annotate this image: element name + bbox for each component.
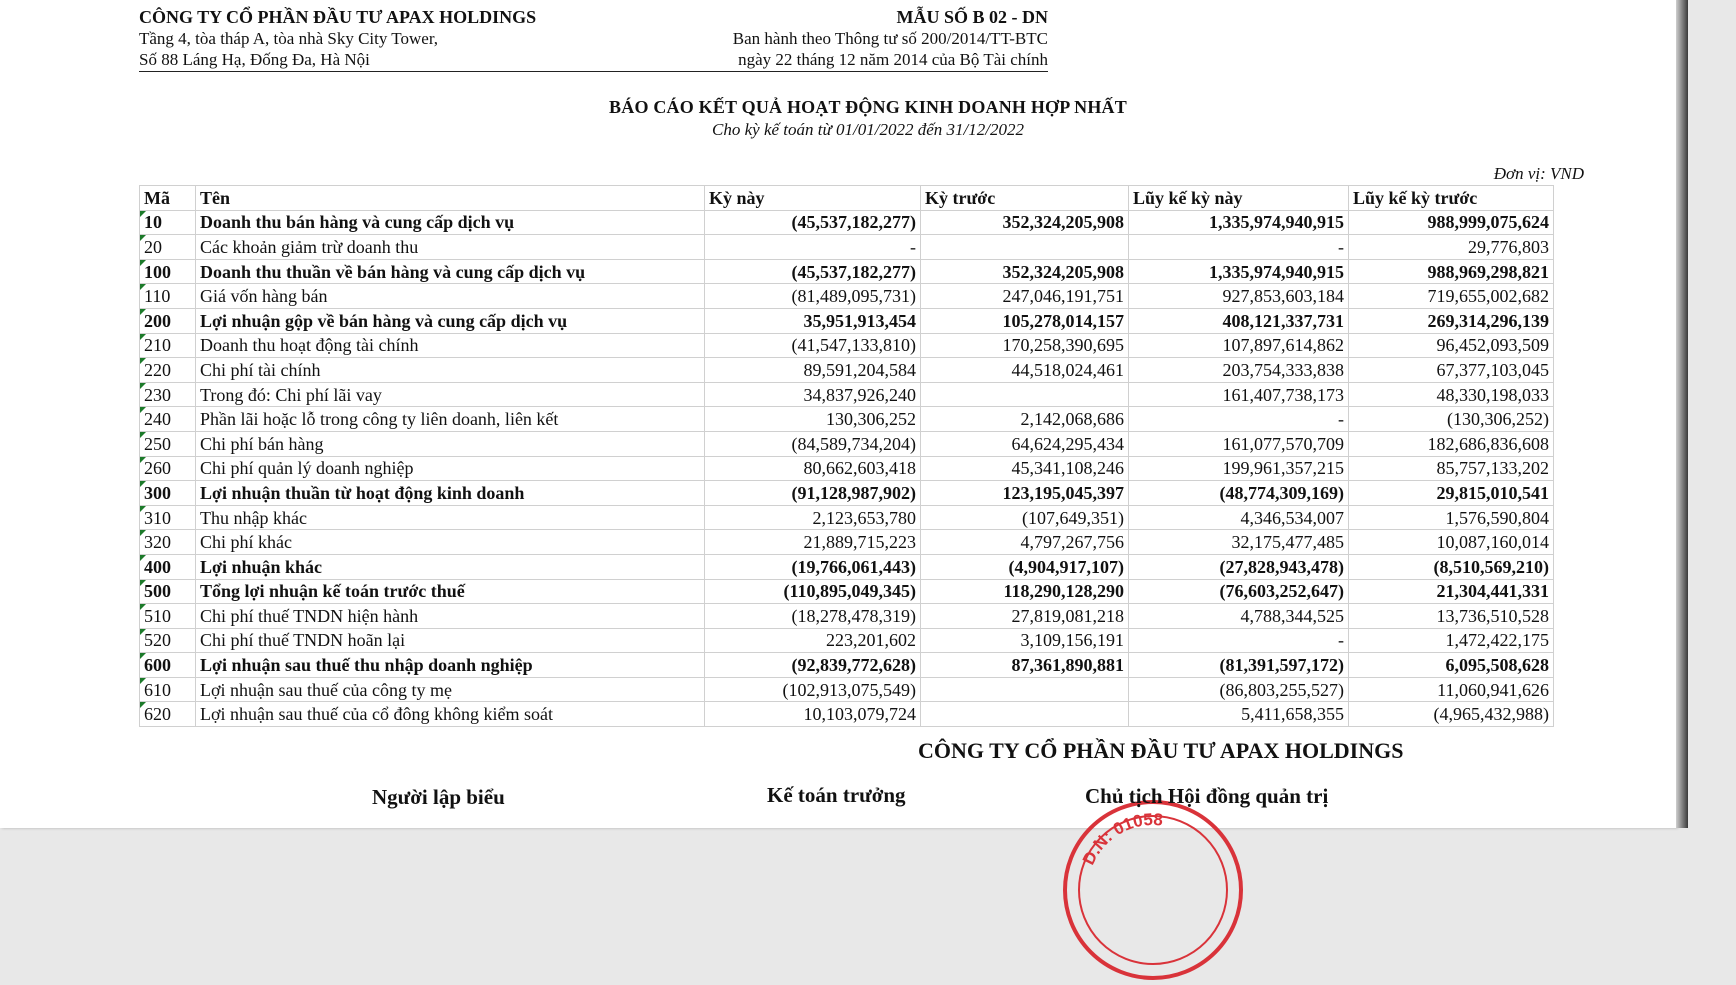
signature-company-name: CÔNG TY CỔ PHẦN ĐẦU TƯ APAX HOLDINGS (918, 738, 1404, 763)
chief-accountant-label: Kế toán trưởng (767, 783, 906, 807)
ytd-previous-cell: 10,087,160,014 (1349, 530, 1554, 555)
code-text: 230 (144, 384, 171, 405)
name-cell: Lợi nhuận sau thuế thu nhập doanh nghiệp (196, 653, 705, 678)
current-period-cell: (19,766,061,443) (705, 554, 921, 579)
ytd-current-cell: 1,335,974,940,915 (1129, 259, 1349, 284)
ytd-current-cell: 161,407,738,173 (1129, 382, 1349, 407)
current-period-cell: (81,489,095,731) (705, 284, 921, 309)
previous-period-cell: 352,324,205,908 (921, 210, 1129, 235)
ytd-current-cell: (48,774,309,169) (1129, 481, 1349, 506)
previous-period-cell (921, 677, 1129, 702)
name-cell: Chi phí thuế TNDN hiện hành (196, 604, 705, 629)
cell-comment-flag (140, 530, 146, 536)
code-text: 100 (144, 261, 171, 282)
current-period-cell: 10,103,079,724 (705, 702, 921, 727)
window-edge (1676, 0, 1688, 828)
table-row (140, 431, 1554, 456)
table-row (140, 530, 1554, 555)
current-period-cell: (92,839,772,628) (705, 653, 921, 678)
name-cell: Thu nhập khác (196, 505, 705, 530)
previous-period-cell (921, 235, 1129, 260)
name-cell: Lợi nhuận khác (196, 554, 705, 579)
table-row (140, 677, 1554, 702)
report-title: BÁO CÁO KẾT QUẢ HOẠT ĐỘNG KINH DOANH HỢP NHẤT (609, 97, 1127, 117)
code-cell (140, 579, 196, 604)
table-row (140, 333, 1554, 358)
code-cell (140, 382, 196, 407)
income-statement-table (139, 185, 1554, 727)
current-period-cell: 80,662,603,418 (705, 456, 921, 481)
code-cell (140, 407, 196, 432)
previous-period-cell: 123,195,045,397 (921, 481, 1129, 506)
code-cell (140, 284, 196, 309)
previous-period-cell: 27,819,081,218 (921, 604, 1129, 629)
company-header (139, 7, 699, 70)
previous-period-cell: 105,278,014,157 (921, 308, 1129, 333)
form-number: MẪU SỐ B 02 - DN (896, 7, 1048, 27)
cell-comment-flag (140, 260, 146, 266)
table-row (140, 702, 1554, 727)
cell-comment-flag (140, 284, 146, 290)
ytd-previous-cell: 96,452,093,509 (1349, 333, 1554, 358)
cell-comment-flag (140, 235, 146, 241)
ytd-current-cell: 927,853,603,184 (1129, 284, 1349, 309)
table-row (140, 358, 1554, 383)
name-cell: Chi phí quản lý doanh nghiệp (196, 456, 705, 481)
previous-period-cell: (4,904,917,107) (921, 554, 1129, 579)
ytd-previous-cell: 85,757,133,202 (1349, 456, 1554, 481)
seal-text: D.N: 01058 (1078, 809, 1164, 868)
previous-period-cell: 4,797,267,756 (921, 530, 1129, 555)
column-header-code: Mã (140, 186, 196, 211)
current-period-cell: (84,589,734,204) (705, 431, 921, 456)
name-cell: Lợi nhuận sau thuế của cổ đông không kiểm soát (196, 702, 705, 727)
previous-period-cell (921, 702, 1129, 727)
name-cell: Lợi nhuận thuần từ hoạt động kinh doanh (196, 481, 705, 506)
ytd-previous-cell: 988,999,075,624 (1349, 210, 1554, 235)
code-cell (140, 431, 196, 456)
code-text: 200 (144, 310, 171, 331)
name-cell: Lợi nhuận gộp về bán hàng và cung cấp dịch vụ (196, 308, 705, 333)
ytd-current-cell: - (1129, 628, 1349, 653)
code-text: 500 (144, 581, 171, 602)
ytd-current-cell: - (1129, 235, 1349, 260)
code-text: 620 (144, 704, 171, 725)
cell-comment-flag (140, 678, 146, 684)
table-row (140, 456, 1554, 481)
code-cell (140, 333, 196, 358)
ytd-previous-cell: (4,965,432,988) (1349, 702, 1554, 727)
cell-comment-flag (140, 334, 146, 340)
code-text: 520 (144, 630, 171, 651)
ytd-current-cell: 408,121,337,731 (1129, 308, 1349, 333)
code-cell (140, 358, 196, 383)
cell-comment-flag (140, 211, 146, 217)
current-period-cell: (91,128,987,902) (705, 481, 921, 506)
name-cell: Giá vốn hàng bán (196, 284, 705, 309)
column-header-ytd-previous: Lũy kế kỳ trước (1349, 186, 1554, 211)
ytd-previous-cell: 13,736,510,528 (1349, 604, 1554, 629)
address-line-1: Tầng 4, tòa tháp A, tòa nhà Sky City Tower, (139, 29, 439, 48)
previous-period-cell: 64,624,295,434 (921, 431, 1129, 456)
code-cell (140, 604, 196, 629)
current-period-cell: 34,837,926,240 (705, 382, 921, 407)
previous-period-cell: 87,361,890,881 (921, 653, 1129, 678)
ytd-previous-cell: 21,304,441,331 (1349, 579, 1554, 604)
ytd-previous-cell: 29,815,010,541 (1349, 481, 1554, 506)
name-cell: Các khoản giảm trừ doanh thu (196, 235, 705, 260)
ytd-current-cell: 107,897,614,862 (1129, 333, 1349, 358)
table-row (140, 579, 1554, 604)
ytd-previous-cell: 6,095,508,628 (1349, 653, 1554, 678)
table-row (140, 481, 1554, 506)
previous-period-cell: (107,649,351) (921, 505, 1129, 530)
ytd-previous-cell: 269,314,296,139 (1349, 308, 1554, 333)
ytd-previous-cell: (130,306,252) (1349, 407, 1554, 432)
name-cell: Doanh thu bán hàng và cung cấp dịch vụ (196, 210, 705, 235)
ytd-current-cell: - (1129, 407, 1349, 432)
cell-comment-flag (140, 432, 146, 438)
code-text: 220 (144, 359, 171, 380)
current-period-cell: 89,591,204,584 (705, 358, 921, 383)
code-cell (140, 702, 196, 727)
ytd-previous-cell: 1,576,590,804 (1349, 505, 1554, 530)
chairman-label: Chủ tịch Hội đồng quản trị (1085, 784, 1329, 808)
ytd-previous-cell: 67,377,103,045 (1349, 358, 1554, 383)
code-cell (140, 554, 196, 579)
code-cell (140, 210, 196, 235)
code-text: 210 (144, 335, 171, 356)
code-text: 260 (144, 458, 171, 479)
cell-comment-flag (140, 580, 146, 586)
name-cell: Lợi nhuận sau thuế của công ty mẹ (196, 677, 705, 702)
table-row (140, 505, 1554, 530)
current-period-cell: (102,913,075,549) (705, 677, 921, 702)
current-period-cell: 35,951,913,454 (705, 308, 921, 333)
code-cell (140, 235, 196, 260)
code-text: 610 (144, 679, 171, 700)
current-period-cell: (45,537,182,277) (705, 259, 921, 284)
code-cell (140, 677, 196, 702)
current-period-cell: (41,547,133,810) (705, 333, 921, 358)
name-cell: Doanh thu hoạt động tài chính (196, 333, 705, 358)
table-row (140, 604, 1554, 629)
previous-period-cell: 247,046,191,751 (921, 284, 1129, 309)
code-cell (140, 259, 196, 284)
code-cell (140, 628, 196, 653)
report-period: Cho kỳ kế toán từ 01/01/2022 đến 31/12/2022 (712, 120, 1024, 139)
current-period-cell: 130,306,252 (705, 407, 921, 432)
code-text: 320 (144, 532, 171, 553)
table-row (140, 382, 1554, 407)
previous-period-cell: 118,290,128,290 (921, 579, 1129, 604)
code-cell (140, 308, 196, 333)
ytd-current-cell: 32,175,477,485 (1129, 530, 1349, 555)
cell-comment-flag (140, 604, 146, 610)
current-period-cell: (110,895,049,345) (705, 579, 921, 604)
cell-comment-flag (140, 407, 146, 413)
ytd-previous-cell: 1,472,422,175 (1349, 628, 1554, 653)
table-row (140, 308, 1554, 333)
preparer-label: Người lập biểu (372, 785, 505, 809)
code-cell (140, 530, 196, 555)
code-cell (140, 481, 196, 506)
ytd-current-cell: (86,803,255,527) (1129, 677, 1349, 702)
ytd-current-cell: (76,603,252,647) (1129, 579, 1349, 604)
code-text: 310 (144, 507, 171, 528)
previous-period-cell: 45,341,108,246 (921, 456, 1129, 481)
cell-comment-flag (140, 629, 146, 635)
table-row (140, 653, 1554, 678)
code-text: 240 (144, 409, 171, 430)
cell-comment-flag (140, 653, 146, 659)
code-text: 10 (144, 212, 162, 233)
ytd-current-cell: 1,335,974,940,915 (1129, 210, 1349, 235)
ytd-current-cell: 199,961,357,215 (1129, 456, 1349, 481)
ytd-previous-cell: 11,060,941,626 (1349, 677, 1554, 702)
cell-comment-flag (140, 481, 146, 487)
ytd-current-cell: (27,828,943,478) (1129, 554, 1349, 579)
previous-period-cell: 44,518,024,461 (921, 358, 1129, 383)
cell-comment-flag (140, 702, 146, 708)
column-header-current-period: Kỳ này (705, 186, 921, 211)
code-cell (140, 653, 196, 678)
code-text: 510 (144, 605, 171, 626)
table-row (140, 210, 1554, 235)
name-cell: Chi phí thuế TNDN hoãn lại (196, 628, 705, 653)
table-row (140, 628, 1554, 653)
column-header-ytd-current: Lũy kế kỳ này (1129, 186, 1349, 211)
code-text: 300 (144, 482, 171, 503)
name-cell: Chi phí bán hàng (196, 431, 705, 456)
company-seal (1058, 795, 1248, 985)
name-cell: Tổng lợi nhuận kế toán trước thuế (196, 579, 705, 604)
table-header-row (140, 186, 1554, 211)
cell-comment-flag (140, 358, 146, 364)
header-divider (139, 71, 1048, 72)
cell-comment-flag (140, 309, 146, 315)
current-period-cell: 2,123,653,780 (705, 505, 921, 530)
currency-unit: Đơn vị: VND (1493, 164, 1584, 183)
code-text: 250 (144, 433, 171, 454)
name-cell: Chi phí tài chính (196, 358, 705, 383)
code-text: 400 (144, 556, 171, 577)
current-period-cell: (18,278,478,319) (705, 604, 921, 629)
cell-comment-flag (140, 506, 146, 512)
previous-period-cell: 170,258,390,695 (921, 333, 1129, 358)
previous-period-cell (921, 382, 1129, 407)
ytd-current-cell: 4,346,534,007 (1129, 505, 1349, 530)
ytd-previous-cell: 988,969,298,821 (1349, 259, 1554, 284)
current-period-cell: - (705, 235, 921, 260)
current-period-cell: 21,889,715,223 (705, 530, 921, 555)
ytd-current-cell: 161,077,570,709 (1129, 431, 1349, 456)
svg-text:D.N: 01058 (1079, 810, 1164, 868)
name-cell: Chi phí khác (196, 530, 705, 555)
code-text: 600 (144, 655, 171, 676)
name-cell: Phần lãi hoặc lỗ trong công ty liên doanh, liên kết (196, 407, 705, 432)
table-row (140, 407, 1554, 432)
code-cell (140, 456, 196, 481)
ytd-current-cell: (81,391,597,172) (1129, 653, 1349, 678)
address-line-2: Số 88 Láng Hạ, Đống Đa, Hà Nội (139, 50, 370, 69)
ytd-current-cell: 4,788,344,525 (1129, 604, 1349, 629)
cell-comment-flag (140, 383, 146, 389)
column-header-previous-period: Kỳ trước (921, 186, 1129, 211)
name-cell: Doanh thu thuần về bán hàng và cung cấp dịch vụ (196, 259, 705, 284)
ytd-current-cell: 5,411,658,355 (1129, 702, 1349, 727)
name-cell: Trong đó: Chi phí lãi vay (196, 382, 705, 407)
previous-period-cell: 352,324,205,908 (921, 259, 1129, 284)
table-row (140, 235, 1554, 260)
ytd-previous-cell: (8,510,569,210) (1349, 554, 1554, 579)
current-period-cell: (45,537,182,277) (705, 210, 921, 235)
previous-period-cell: 3,109,156,191 (921, 628, 1129, 653)
table-row (140, 284, 1554, 309)
ytd-previous-cell: 719,655,002,682 (1349, 284, 1554, 309)
ytd-current-cell: 203,754,333,838 (1129, 358, 1349, 383)
column-header-name: Tên (196, 186, 705, 211)
table-row (140, 554, 1554, 579)
company-name: CÔNG TY CỔ PHẦN ĐẦU TƯ APAX HOLDINGS (139, 7, 537, 27)
previous-period-cell: 2,142,068,686 (921, 407, 1129, 432)
cell-comment-flag (140, 457, 146, 463)
current-period-cell: 223,201,602 (705, 628, 921, 653)
form-header (660, 7, 1048, 70)
code-text: 20 (144, 236, 162, 257)
regulation-line-1: Ban hành theo Thông tư số 200/2014/TT-BTC (732, 29, 1048, 48)
code-text: 110 (144, 286, 171, 307)
regulation-line-2: ngày 22 tháng 12 năm 2014 của Bộ Tài chính (738, 50, 1048, 69)
cell-comment-flag (140, 555, 146, 561)
code-cell (140, 505, 196, 530)
ytd-previous-cell: 29,776,803 (1349, 235, 1554, 260)
ytd-previous-cell: 48,330,198,033 (1349, 382, 1554, 407)
ytd-previous-cell: 182,686,836,608 (1349, 431, 1554, 456)
table-row (140, 259, 1554, 284)
